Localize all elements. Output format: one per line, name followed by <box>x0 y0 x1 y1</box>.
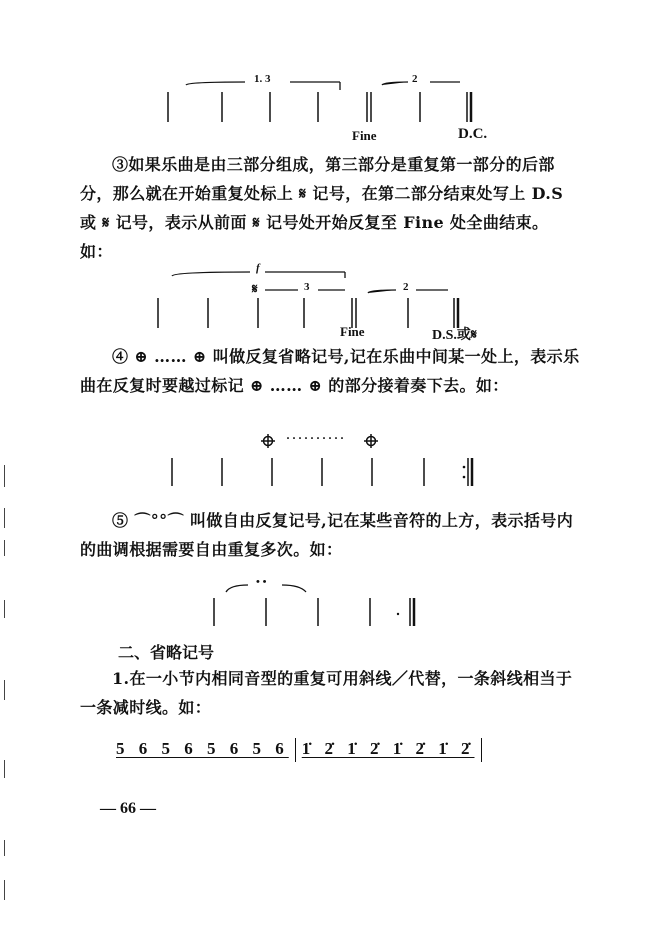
segno-mark: 𝄋 <box>252 281 258 296</box>
section-heading-omission: 二、省略记号 <box>118 643 215 662</box>
volta-label-2: 2 <box>412 73 418 85</box>
ds-label: D.S.或𝄋 <box>432 328 477 343</box>
jianpu-example <box>116 738 488 762</box>
volta-label-3: 3 <box>304 281 310 293</box>
volta-label-1-3: 1. 3 <box>254 73 271 85</box>
volta-label-2b: 2 <box>403 281 409 293</box>
volta-label-f: f <box>256 262 260 274</box>
scan-edge-mark <box>4 760 5 778</box>
scan-edge-mark <box>4 680 5 700</box>
scan-edge-mark <box>4 880 5 900</box>
fine-label: Fine <box>352 128 377 143</box>
barline-end <box>481 738 482 762</box>
paragraph-slash-omission: 1.在一小节内相同音型的重复可用斜线／代替，一条斜线相当于一条减时线。如： <box>80 669 573 717</box>
jianpu-measure-2: 1̇ 2̇ 1̇ 2̇ 1̇ 2̇ 1̇ 2̇ <box>301 738 475 758</box>
fine-label-2: Fine <box>340 324 365 339</box>
dc-label: D.C. <box>458 126 488 142</box>
scan-edge-mark <box>4 840 5 856</box>
coda-dots: ·········· <box>286 431 347 445</box>
barline <box>295 738 296 762</box>
paragraph-coda-skip: ④ ⊕ …… ⊕ 叫做反复省略记号,记在乐曲中间某一处上，表示乐曲在反复时要越过标记 ⊕ …… ⊕ 的部分接着奏下去。如： <box>80 347 580 395</box>
free-repeat-dots: • • <box>256 576 267 588</box>
page-number: — 66 — <box>100 800 156 817</box>
paragraph-da-segno: ③如果乐曲是由三部分组成，第三部分是重复第一部分的后部分，那么就在开始重复处标上 𝄋 记号，在第二部分结束处写上 D.S 或 𝄋 记号，表示从前面 𝄋 记号处开始反复至 Fine 处全曲结束。如： <box>80 155 564 261</box>
jianpu-measure-1: 5 6 5 6 5 6 5 6 <box>116 738 289 758</box>
paragraph-free-repeat: ⑤ ⌒°°⌒ 叫做自由反复记号,记在某些音符的上方，表示括号内的曲调根据需要自由重复多次。如： <box>80 511 574 559</box>
